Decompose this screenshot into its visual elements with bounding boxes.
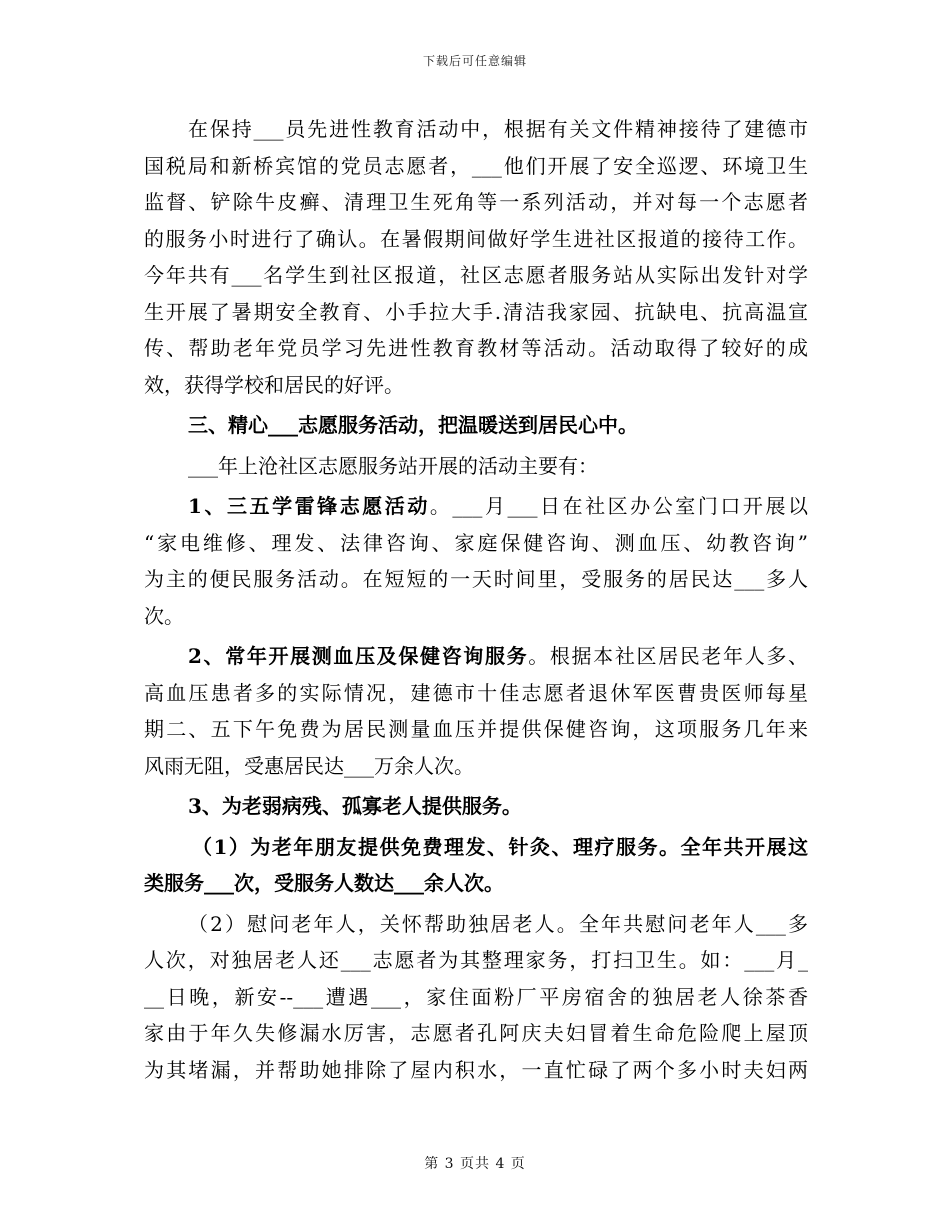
paragraph-line: 高血压患者多的实际情况，建德市十佳志愿者退休军医曹贵医师每星 [144,680,808,705]
page-footer: 第 3 页共 4 页 [424,1156,526,1172]
paragraph-line: 效，获得学校和居民的好评。 [144,372,404,397]
paragraph-line: （2）慰问老年人，关怀帮助独居老人。全年共慰问老年人___多 [188,911,808,936]
paragraph-line: 家由于年久失修漏水厉害，志愿者孔阿庆夫妇冒着生命危险爬上屋顶 [144,1021,808,1045]
paragraph-line: 1、三五学雷锋志愿活动。___月___日在社区办公室门口开展以 [188,494,808,518]
paragraph-line: 监督、铲除牛皮癣、清理卫生死角等一系列活动，并对每一个志愿者 [144,190,808,214]
paragraph-line: 今年共有___名学生到社区报道，社区志愿者服务站从实际出发针对学 [144,263,808,287]
paragraph-line: 国税局和新桥宾馆的党员志愿者，___他们开展了安全巡逻、环境卫生 [144,153,808,178]
paragraph-line: 的服务小时进行了确认。在暑假期间做好学生进社区报道的接待工作。 [144,226,808,251]
paragraph-line: 生开展了暑期安全教育、小手拉大手.清洁我家园、抗缺电、抗高温宣 [144,299,808,324]
sub-item-heading: 类服务___次，受服务人数达___余人次。 [144,871,504,895]
sub-item-heading: （1）为老年朋友提供免费理发、针灸、理疗服务。全年共开展这 [192,834,808,859]
paragraph-line: 为其堵漏，并帮助她排除了屋内积水，一直忙碌了两个多小时夫妇两 [144,1057,808,1082]
paragraph-line: 为主的便民服务活动。在短短的一天时间里，受服务的居民达___多人 [144,567,808,591]
paragraph-line: 期二、五下午免费为居民测量血压并提供保健咨询，这项服务几年来 [144,717,808,741]
section-heading: 三、精心___志愿服务活动，把温暖送到居民心中。 [188,413,638,437]
paragraph-line: 风雨无阻，受惠居民达___万余人次。 [144,753,474,778]
paragraph-line: 2、常年开展测血压及保健咨询服务。根据本社区居民老年人多、 [188,644,808,668]
item-heading: 2、常年开展测血压及保健咨询服务 [188,644,529,668]
paragraph-line: “家电维修、理发、法律咨询、家庭保健咨询、测血压、幼教咨询” [144,530,808,555]
paragraph-line: 传、帮助老年党员学习先进性教育教材等活动。活动取得了较好的成 [144,336,808,360]
document-body [144,111,808,1088]
paragraph-line: 在保持___员先进性教育活动中，根据有关文件精神接待了建德市 [188,117,808,141]
page-header: 下载后可任意编辑 [422,54,527,68]
paragraph-line: __日晚，新安--___遭遇___，家住面粉厂平房宿舍的独居老人徐茶香 [144,984,808,1009]
paragraph-line: ___年上沧社区志愿服务站开展的活动主要有： [188,453,598,478]
paragraph-line: 次。 [144,603,184,628]
item-heading: 1、三五学雷锋志愿活动 [188,494,430,518]
paragraph-line: 人次，对独居老人还___志愿者为其整理家务，打扫卫生。如：___月_ [144,948,808,972]
item-heading: 3、为老弱病残、孤寡老人提供服务。 [188,794,522,818]
